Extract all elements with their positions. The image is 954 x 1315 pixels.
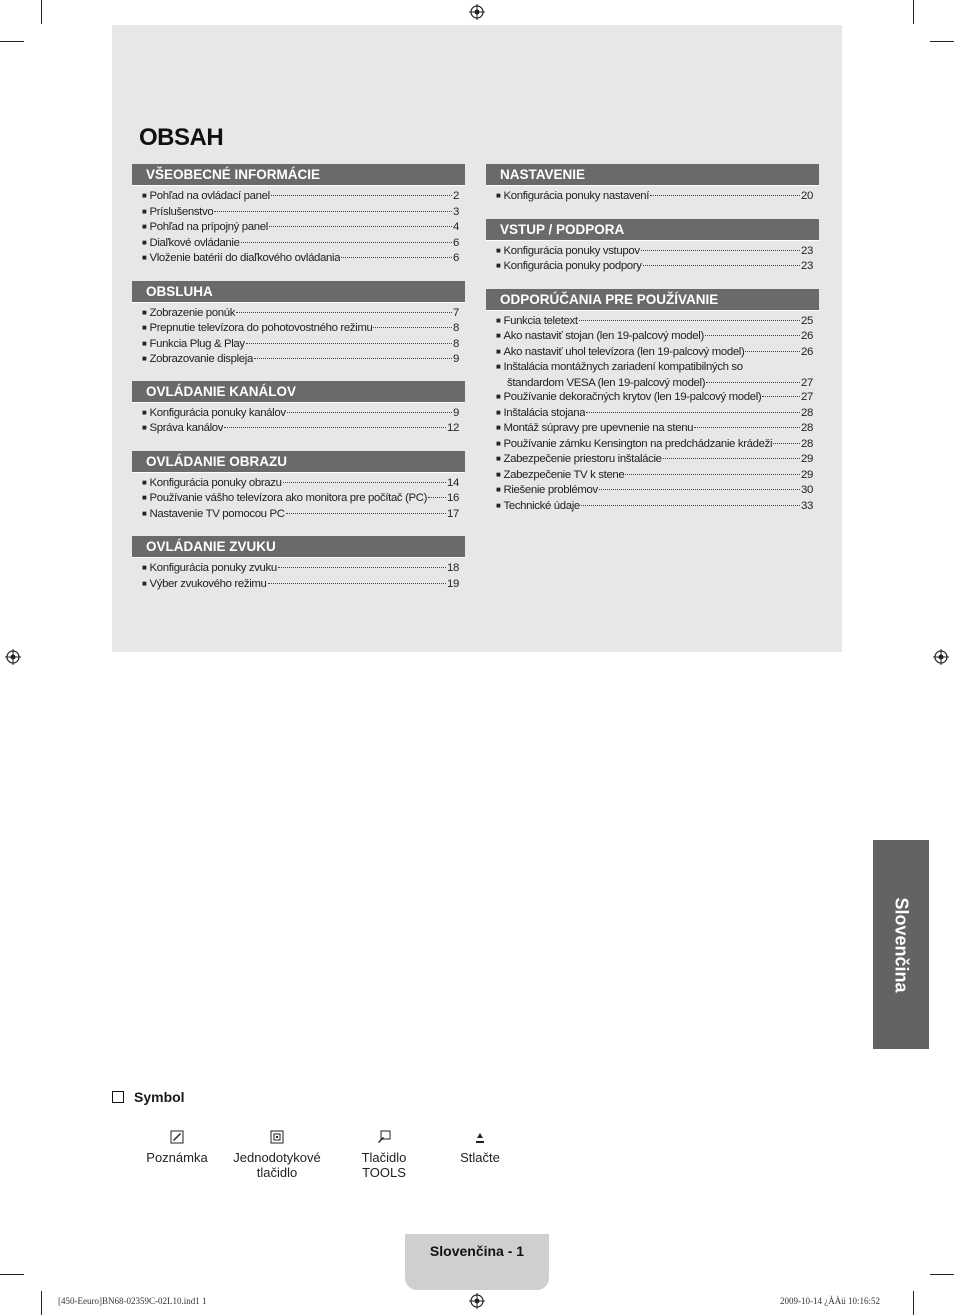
toc-entry-text: Montáž súpravy pre upevnenie na stenu <box>503 422 694 434</box>
toc-entry-text: Používanie dekoračných krytov (len 19-palcový model) <box>503 391 762 403</box>
bullet-icon: ■ <box>142 407 147 417</box>
toc-entry[interactable] <box>496 499 813 515</box>
toc-section <box>486 289 819 515</box>
toc-entry-text: Výber zvukového režimu <box>149 577 267 590</box>
leader-dots <box>283 482 446 483</box>
toc-entry[interactable] <box>142 491 459 507</box>
toc-entry[interactable] <box>142 205 459 221</box>
toc-entry-text: Prepnutie televízora do pohotovostného režimu <box>149 322 373 334</box>
toc-entry[interactable] <box>142 507 459 523</box>
bullet-icon: ■ <box>496 346 501 356</box>
leader-dots <box>278 567 446 568</box>
leader-dots <box>236 312 452 313</box>
print-slug-left: [450-Eeuro]BN68-02359C-02L10.ind1 1 <box>58 1296 207 1306</box>
page-number-tab <box>405 1234 549 1290</box>
leader-dots <box>268 583 447 584</box>
toc-entry-text: Funkcia Plug & Play <box>149 337 245 350</box>
bullet-icon: ■ <box>142 338 147 348</box>
toc-section <box>132 281 465 368</box>
toc-page-number: 8 <box>453 337 459 350</box>
toc-entry[interactable] <box>142 421 459 437</box>
leader-dots <box>214 211 452 212</box>
section-heading: OBSLUHA <box>132 281 465 303</box>
toc-page-number: 17 <box>447 507 459 520</box>
symbol-label: Poznámka <box>146 1150 208 1165</box>
toc-entry-text: Konfigurácia ponuky vstupov <box>503 244 640 257</box>
leader-dots <box>341 257 452 258</box>
toc-entry-text: Inštalácia montážnych zariadení kompatibilných so <box>503 361 743 373</box>
symbol-one-touch <box>226 1130 328 1180</box>
toc-column-right <box>486 164 819 514</box>
toc-entry[interactable] <box>496 452 813 468</box>
toc-section <box>132 164 465 267</box>
toc-page-number: 14 <box>447 476 459 489</box>
print-slug-right: 2009-10-14 ¿ÀÀü 10:16:52 <box>780 1296 880 1306</box>
toc-page-number: 4 <box>453 221 459 233</box>
toc-entry-text: Pohľad na ovládací panel <box>149 190 270 202</box>
toc-page-number: 33 <box>801 499 813 512</box>
leader-dots <box>287 412 452 413</box>
toc-page-number: 6 <box>453 252 459 264</box>
toc-entry-list <box>486 311 819 515</box>
symbol-label: Stlačte <box>460 1150 500 1165</box>
bullet-icon: ■ <box>496 261 501 270</box>
toc-page-number: 25 <box>801 314 813 327</box>
toc-entry-list <box>132 303 465 368</box>
bullet-icon: ■ <box>142 206 147 216</box>
toc-entry-text: Konfigurácia ponuky kanálov <box>149 406 286 419</box>
bullet-icon: ■ <box>496 245 501 255</box>
toc-section <box>132 536 465 592</box>
toc-entry-text: Technické údaje <box>503 499 580 512</box>
crop-mark <box>913 1291 914 1315</box>
toc-entry[interactable] <box>142 321 459 337</box>
toc-entry-text: Zabezpečenie TV k stene <box>503 468 625 481</box>
toc-entry-text: Zobrazovanie displeja <box>149 353 253 365</box>
bullet-icon: ■ <box>142 354 147 363</box>
toc-entry[interactable] <box>496 345 813 361</box>
toc-entry[interactable] <box>496 360 813 390</box>
toc-section <box>486 219 819 275</box>
toc-page-number: 28 <box>801 437 813 450</box>
leader-dots <box>241 242 452 243</box>
leader-dots <box>705 335 800 336</box>
leader-dots <box>650 195 800 196</box>
toc-entry[interactable] <box>496 421 813 437</box>
crop-mark <box>41 0 42 24</box>
leader-dots <box>269 226 452 227</box>
language-tab-label: Slovenčina <box>891 896 912 993</box>
toc-page-number: 8 <box>453 322 459 334</box>
leader-dots <box>641 250 800 251</box>
language-tab <box>873 840 929 1049</box>
toc-entry-text: Zobrazenie ponúk <box>149 306 236 319</box>
toc-page-number: 26 <box>801 345 813 358</box>
toc-entry[interactable] <box>142 561 459 577</box>
toc-section <box>486 164 819 205</box>
symbol-label: Tlačidlo <box>361 1150 407 1165</box>
toc-entry[interactable] <box>142 251 459 267</box>
toc-entry[interactable] <box>496 406 813 422</box>
bullet-icon: ■ <box>142 237 147 247</box>
toc-entry-text: štandardom VESA (len 19-palcový model) <box>507 376 706 389</box>
toc-entry-list <box>132 186 465 267</box>
bullet-icon: ■ <box>496 407 501 417</box>
page-title: OBSAH <box>139 124 224 151</box>
section-heading: NASTAVENIE <box>486 164 819 186</box>
crop-mark <box>930 41 954 42</box>
press-icon <box>473 1130 487 1144</box>
leader-dots <box>246 343 452 344</box>
toc-entry[interactable] <box>496 329 813 345</box>
one-touch-icon <box>270 1130 284 1144</box>
toc-page-number: 9 <box>453 406 459 419</box>
toc-entry-text: Funkcia teletext <box>503 314 578 327</box>
toc-entry-text: Diaľkové ovládanie <box>149 236 240 249</box>
section-heading: VŠEOBECNÉ INFORMÁCIE <box>132 164 465 186</box>
symbol-note <box>140 1130 214 1165</box>
bullet-icon: ■ <box>142 508 147 518</box>
leader-dots <box>373 327 452 328</box>
toc-page-number: 6 <box>453 236 459 249</box>
toc-page-number: 27 <box>801 376 813 389</box>
symbol-heading-label: Symbol <box>134 1089 185 1105</box>
bullet-icon: ■ <box>496 315 501 325</box>
registration-mark-icon <box>469 1293 485 1309</box>
leader-dots <box>581 505 800 506</box>
tools-icon <box>377 1130 391 1144</box>
toc-entry-text: Používanie vášho televízora ako monitora pre počítač (PC) <box>149 492 428 504</box>
toc-entry-text: Konfigurácia ponuky obrazu <box>149 476 282 489</box>
bullet-icon: ■ <box>496 423 501 432</box>
toc-page-number: 3 <box>453 205 459 218</box>
crop-mark <box>913 0 914 24</box>
leader-dots <box>745 351 800 352</box>
leader-dots <box>625 474 800 475</box>
leader-dots <box>428 497 446 498</box>
page-number-label: Slovenčina - 1 <box>429 1243 525 1259</box>
bullet-icon: ■ <box>142 191 147 200</box>
toc-entry[interactable] <box>496 483 813 499</box>
registration-mark-icon <box>933 649 949 665</box>
toc-entry-text: Príslušenstvo <box>149 205 214 218</box>
toc-page-number: 26 <box>801 330 813 342</box>
leader-dots <box>762 396 800 397</box>
note-icon <box>170 1130 184 1144</box>
leader-dots <box>706 382 800 383</box>
bullet-icon: ■ <box>496 469 501 479</box>
section-heading: VSTUP / PODPORA <box>486 219 819 241</box>
registration-mark-icon <box>5 649 21 665</box>
bullet-icon: ■ <box>496 500 501 510</box>
toc-page-number: 9 <box>453 353 459 365</box>
bullet-icon: ■ <box>142 563 147 572</box>
crop-mark <box>0 41 24 42</box>
symbol-heading <box>112 1089 185 1105</box>
toc-page-number: 30 <box>801 484 813 496</box>
bullet-icon: ■ <box>496 392 501 401</box>
toc-entry-text: Používanie zámku Kensington na predchádzanie krádeži <box>503 437 773 450</box>
toc-entry-text: Konfigurácia ponuky nastavení <box>503 190 650 202</box>
crop-mark <box>41 1291 42 1315</box>
toc-page-number: 16 <box>447 492 459 504</box>
leader-dots <box>579 320 800 321</box>
toc-entry-list <box>132 558 465 592</box>
toc-entry-list <box>486 241 819 275</box>
toc-entry[interactable] <box>496 437 813 453</box>
toc-entry-text: Pohľad na prípojný panel <box>149 221 268 233</box>
toc-section <box>132 381 465 437</box>
toc-page-number: 23 <box>801 244 813 257</box>
section-heading: OVLÁDANIE KANÁLOV <box>132 381 465 403</box>
toc-page-number: 29 <box>801 468 813 481</box>
bullet-icon: ■ <box>496 438 501 448</box>
leader-dots <box>271 195 452 196</box>
toc-entry-text: Nastavenie TV pomocou PC <box>149 507 285 520</box>
toc-entry-text: Ako nastaviť stojan (len 19-palcový model) <box>503 330 704 342</box>
toc-section <box>132 451 465 523</box>
symbol-tools <box>350 1130 418 1180</box>
toc-entry[interactable] <box>496 189 813 205</box>
toc-page-number: 28 <box>801 406 813 419</box>
toc-page-number: 19 <box>447 577 459 590</box>
toc-entry[interactable] <box>496 468 813 484</box>
bullet-icon: ■ <box>142 477 147 487</box>
toc-column-left <box>132 164 465 592</box>
bullet-icon: ■ <box>142 493 147 502</box>
leader-dots <box>286 513 446 514</box>
bullet-icon: ■ <box>142 578 147 588</box>
toc-entry[interactable] <box>142 476 459 492</box>
toc-entry[interactable] <box>142 352 459 368</box>
toc-page-number: 20 <box>801 190 813 202</box>
toc-page-number: 27 <box>801 391 813 403</box>
toc-page-number: 18 <box>447 562 459 574</box>
toc-entry-text: Vloženie batérií do diaľkového ovládania <box>149 252 341 264</box>
toc-page-number: 23 <box>801 260 813 272</box>
bullet-icon: ■ <box>496 191 501 200</box>
toc-entry[interactable] <box>496 390 813 406</box>
leader-dots <box>586 412 800 413</box>
leader-dots <box>773 443 800 444</box>
bullet-icon: ■ <box>496 485 501 494</box>
toc-entry-text: Konfigurácia ponuky podpory <box>503 260 642 272</box>
toc-entry[interactable] <box>496 259 813 275</box>
leader-dots <box>643 265 800 266</box>
toc-entry[interactable] <box>496 244 813 260</box>
leader-dots <box>663 458 800 459</box>
toc-page-number: 29 <box>801 453 813 465</box>
toc-entry-list <box>486 186 819 205</box>
section-heading: OVLÁDANIE ZVUKU <box>132 536 465 558</box>
bullet-icon: ■ <box>142 323 147 332</box>
toc-entry-text: Ako nastaviť uhol televízora (len 19-palcový model) <box>503 345 745 358</box>
bullet-icon: ■ <box>142 253 147 262</box>
toc-entry-list <box>132 403 465 437</box>
bullet-icon: ■ <box>142 423 147 432</box>
symbol-label: tlačidlo <box>256 1165 298 1180</box>
toc-entry[interactable] <box>142 337 459 353</box>
toc-entry[interactable] <box>142 220 459 236</box>
symbol-label: Jednodotykové <box>233 1150 321 1165</box>
symbol-label: TOOLS <box>362 1165 406 1180</box>
registration-mark-icon <box>469 4 485 20</box>
checkbox-square-icon <box>112 1091 124 1103</box>
toc-page-number: 12 <box>447 422 459 434</box>
leader-dots <box>694 427 800 428</box>
toc-entry[interactable] <box>142 306 459 322</box>
symbol-press <box>450 1130 510 1165</box>
leader-dots <box>254 358 452 359</box>
bullet-icon: ■ <box>142 222 147 231</box>
toc-entry[interactable] <box>142 236 459 252</box>
toc-page-number: 2 <box>453 190 459 202</box>
crop-mark <box>0 1274 24 1275</box>
bullet-icon: ■ <box>142 307 147 317</box>
toc-entry-text: Inštalácia stojana <box>503 406 586 419</box>
bullet-icon: ■ <box>496 362 501 371</box>
leader-dots <box>224 427 446 428</box>
toc-entry-list <box>132 473 465 523</box>
toc-entry[interactable] <box>142 406 459 422</box>
toc-entry[interactable] <box>496 314 813 330</box>
toc-entry[interactable] <box>142 189 459 205</box>
toc-entry-text: Konfigurácia ponuky zvuku <box>149 562 277 574</box>
leader-dots <box>599 489 800 490</box>
toc-page-number: 7 <box>453 306 459 319</box>
toc-entry-text: Riešenie problémov <box>503 484 598 496</box>
toc-page-number: 28 <box>801 422 813 434</box>
section-heading: OVLÁDANIE OBRAZU <box>132 451 465 473</box>
bullet-icon: ■ <box>496 454 501 463</box>
section-heading: ODPORÚČANIA PRE POUŽÍVANIE <box>486 289 819 311</box>
toc-entry[interactable] <box>142 577 459 593</box>
crop-mark <box>930 1274 954 1275</box>
toc-entry-text: Zabezpečenie priestoru inštalácie <box>503 453 662 465</box>
toc-entry-text: Správa kanálov <box>149 422 224 434</box>
bullet-icon: ■ <box>496 331 501 340</box>
